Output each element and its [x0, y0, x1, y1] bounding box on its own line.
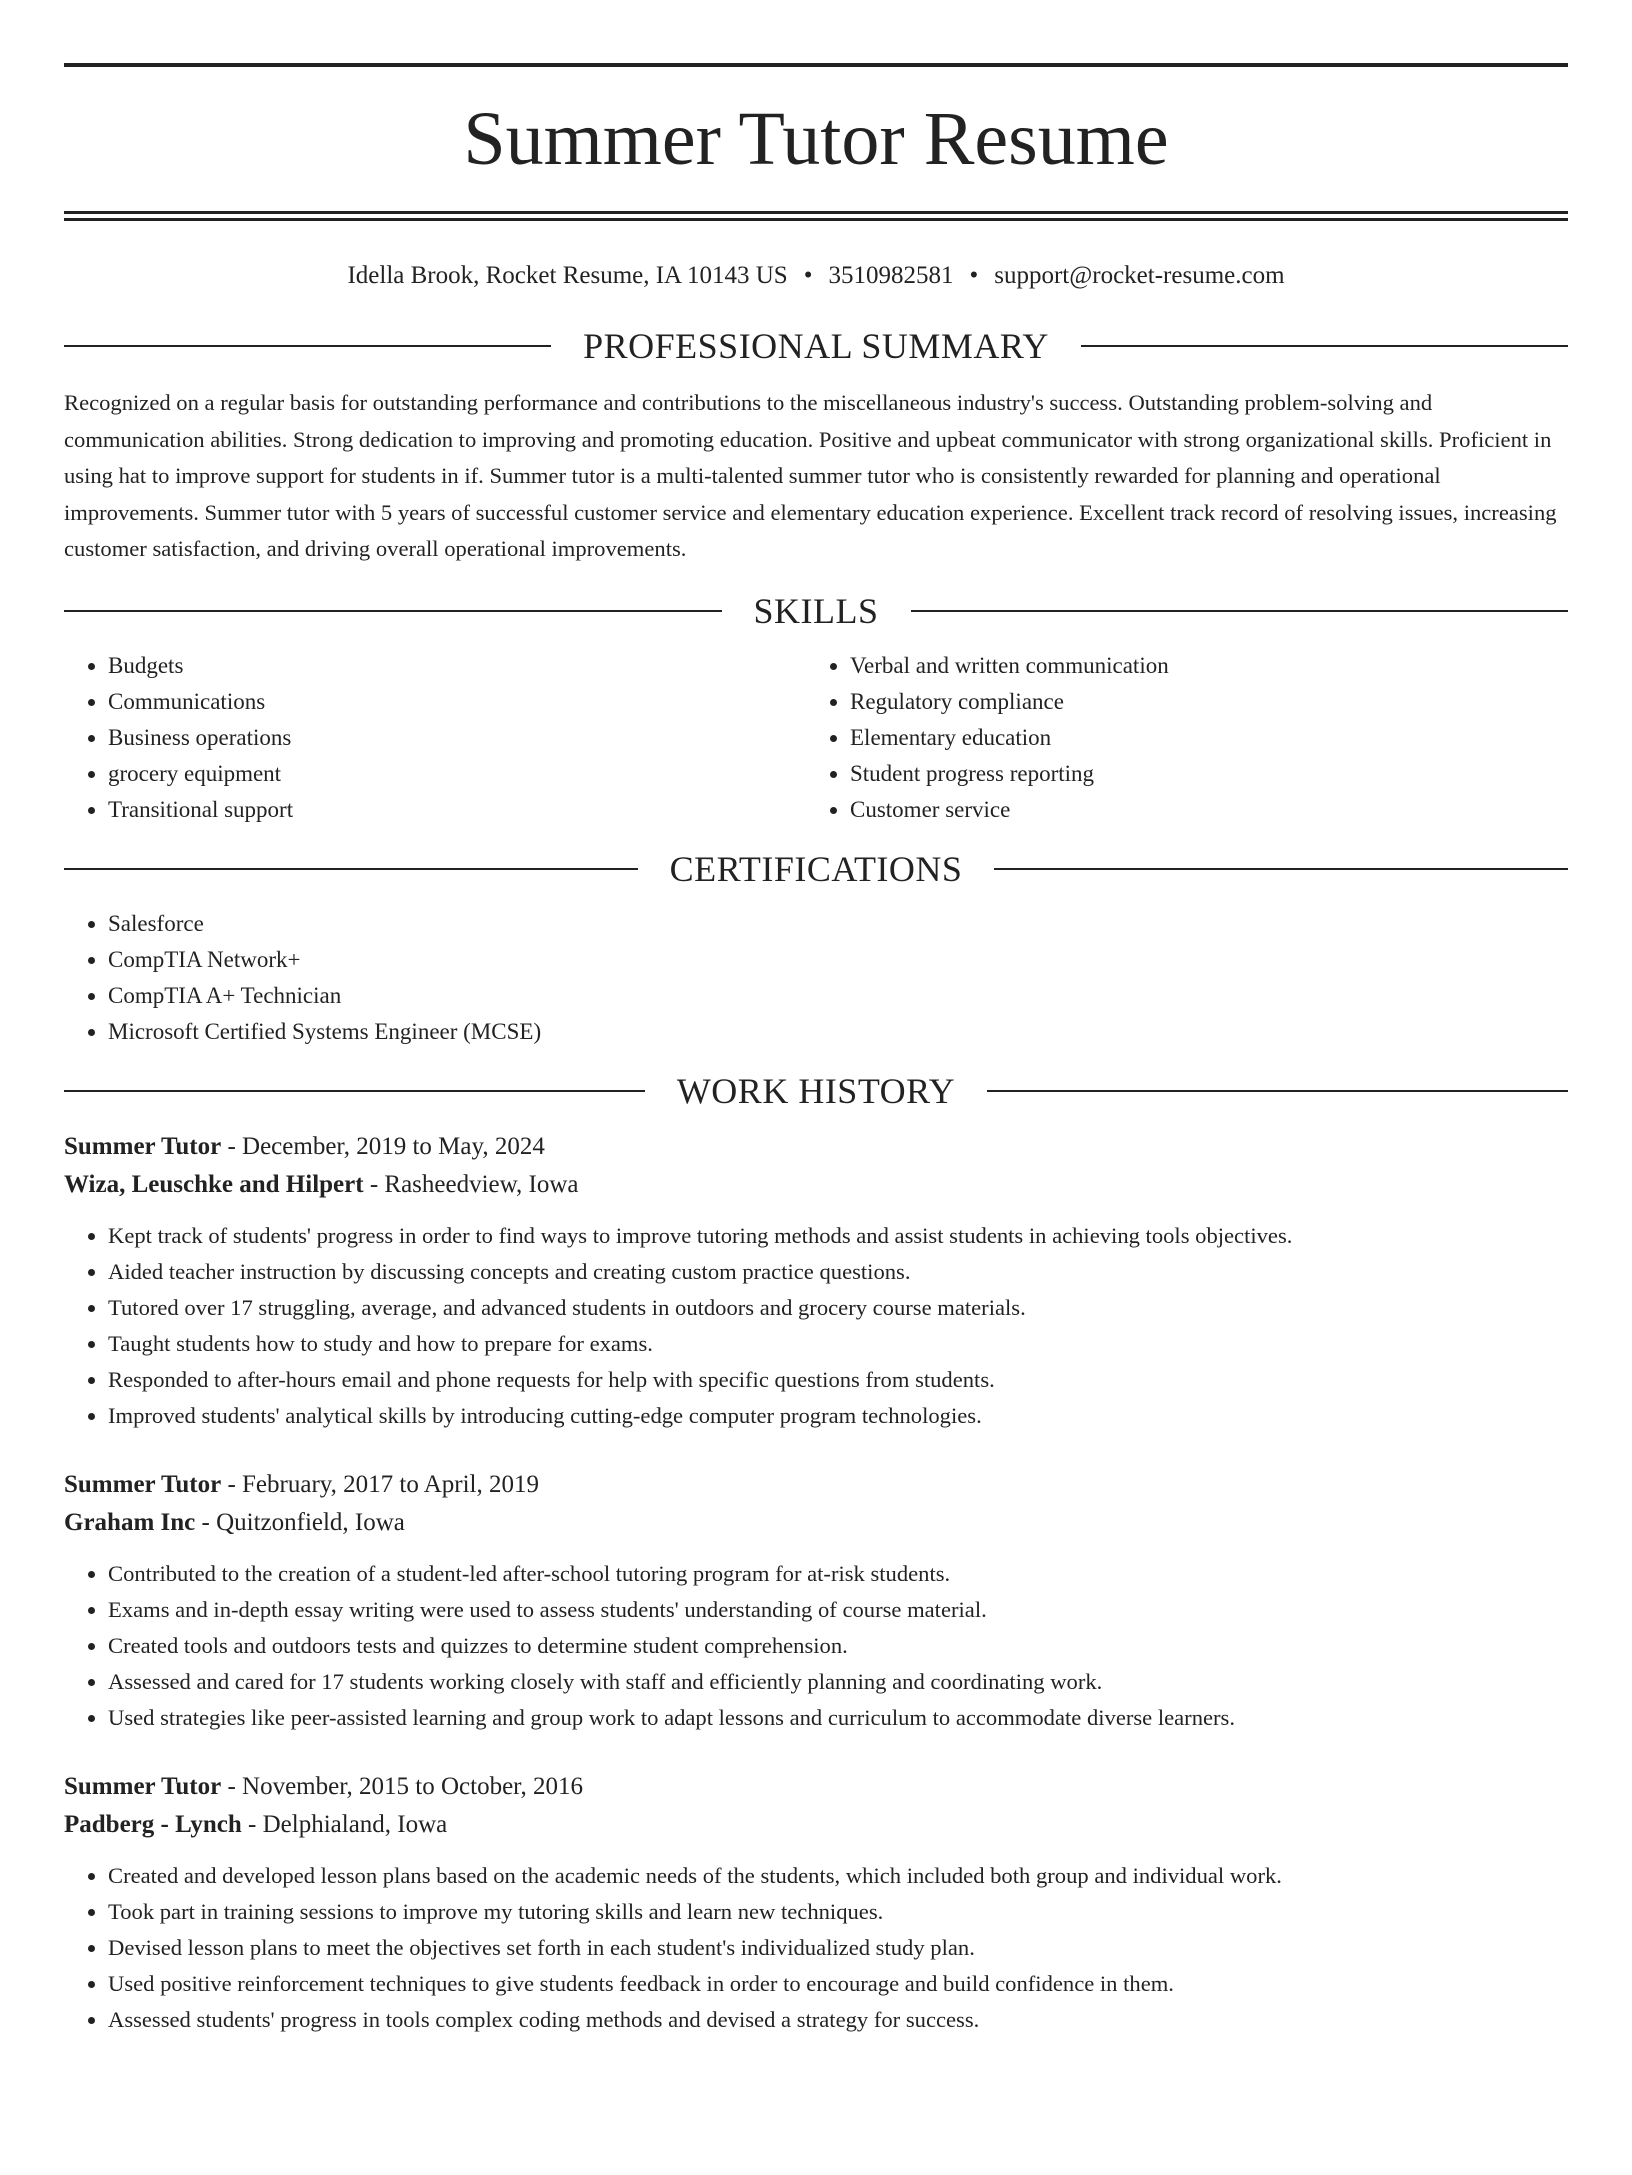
certification-item: • Salesforce: [108, 906, 1568, 942]
contact-email: support@rocket-resume.com: [994, 262, 1285, 289]
job-role: Summer Tutor: [64, 1470, 222, 1498]
job-dates: - December, 2019 to May, 2024: [221, 1132, 545, 1160]
job-bullet: • Devised lesson plans to meet the objectives set forth in each student's individualized study plan.: [108, 1930, 1568, 1966]
job-bullets: [64, 1858, 1568, 2038]
heading-rule-right: [1081, 345, 1568, 347]
skill-item: • Business operations: [108, 720, 806, 756]
job-bullet: • Responded to after-hours email and phone requests for help with specific questions from students.: [108, 1362, 1568, 1398]
job-bullet: • Tutored over 17 struggling, average, and advanced students in outdoors and grocery course materials.: [108, 1290, 1568, 1326]
section-heading-certifications: [64, 848, 1568, 890]
job-bullet: • Took part in training sessions to improve my tutoring skills and learn new techniques.: [108, 1894, 1568, 1930]
job-bullet: • Created tools and outdoors tests and quizzes to determine student comprehension.: [108, 1628, 1568, 1664]
heading-rule-right: [911, 610, 1569, 612]
job-dates: - February, 2017 to April, 2019: [221, 1470, 539, 1498]
heading-rule-left: [64, 610, 722, 612]
section-title-summary: PROFESSIONAL SUMMARY: [583, 326, 1049, 366]
title-double-rule: [64, 211, 1568, 221]
job-bullet: • Used strategies like peer-assisted learning and group work to adapt lessons and curriculum to accommodate diverse learners.: [108, 1700, 1568, 1736]
contact-phone: 3510982581: [828, 262, 954, 289]
certification-item: • CompTIA Network+: [108, 942, 1568, 978]
job-bullets: [64, 1218, 1568, 1434]
section-title-work-history: WORK HISTORY: [676, 1070, 956, 1111]
job-company-line: [64, 1504, 1568, 1542]
resume-page: [0, 63, 1632, 2175]
job-role: Summer Tutor: [64, 1132, 222, 1160]
contact-address: Idella Brook, Rocket Resume, IA 10143 US: [347, 262, 788, 289]
job-bullet: • Exams and in-depth essay writing were used to assess students' understanding of course material.: [108, 1592, 1568, 1628]
job-location: - Quitzonfield, Iowa: [195, 1508, 405, 1536]
contact-separator: •: [969, 262, 979, 289]
job-bullets: [64, 1556, 1568, 1736]
job-company-line: [64, 1166, 1568, 1204]
certification-item: • CompTIA A+ Technician: [108, 978, 1568, 1014]
job-company: Padberg - Lynch: [64, 1810, 242, 1838]
job-company-line: [64, 1806, 1568, 1844]
job-title-line: [64, 1466, 1568, 1504]
section-heading-summary: [64, 325, 1568, 367]
job-role: Summer Tutor: [64, 1772, 222, 1800]
certification-item: • Microsoft Certified Systems Engineer (MCSE): [108, 1014, 1568, 1050]
job-bullet: • Taught students how to study and how to prepare for exams.: [108, 1326, 1568, 1362]
job-bullet: • Aided teacher instruction by discussing concepts and creating custom practice questions.: [108, 1254, 1568, 1290]
certifications-list: [64, 906, 1568, 1050]
section-heading-work-history: [64, 1070, 1568, 1112]
heading-rule-right: [994, 868, 1568, 870]
job-bullet: • Created and developed lesson plans based on the academic needs of the students, which included both group and individual work.: [108, 1858, 1568, 1894]
skill-item: • Transitional support: [108, 792, 806, 828]
job-location: - Rasheedview, Iowa: [363, 1170, 579, 1198]
skill-item: • Communications: [108, 684, 806, 720]
job-bullet: • Kept track of students' progress in order to find ways to improve tutoring methods and assist students in achieving tools objectives.: [108, 1218, 1568, 1254]
job-bullet: • Improved students' analytical skills by introducing cutting-edge computer program technologies.: [108, 1398, 1568, 1434]
skills-columns: [64, 648, 1568, 828]
skill-item: • Regulatory compliance: [850, 684, 1548, 720]
job-company: Graham Inc: [64, 1508, 196, 1536]
job-title-line: [64, 1768, 1568, 1806]
section-title-certifications: CERTIFICATIONS: [669, 848, 963, 889]
job-bullet: • Used positive reinforcement techniques to give students feedback in order to encourage and build confidence in them.: [108, 1966, 1568, 2002]
skill-item: • Verbal and written communication: [850, 648, 1548, 684]
job-bullet: • Assessed and cared for 17 students working closely with staff and efficiently planning and coordinating work.: [108, 1664, 1568, 1700]
job-entry: [64, 1768, 1568, 2038]
heading-rule-left: [64, 345, 551, 347]
job-dates: - November, 2015 to October, 2016: [221, 1772, 584, 1800]
skill-item: • Elementary education: [850, 720, 1548, 756]
job-entry: [64, 1128, 1568, 1434]
heading-rule-right: [987, 1090, 1568, 1092]
job-entry: [64, 1466, 1568, 1736]
heading-rule-left: [64, 1090, 645, 1092]
summary-text: Recognized on a regular basis for outstanding performance and contributions to the miscellaneous industry's success. Outstanding problem-solving and communication abilities. Strong dedication to improving and promoting education. Positive and upbeat communicator with strong organizational skills. Proficient in using hat to improve support for students in if. Summer tutor is a multi-talented summer tutor who is consistently rewarded for planning and operational improvements. Summer tutor with 5 years of successful customer service and elementary education experience. Excellent track record of resolving issues, increasing customer satisfaction, and driving overall operational improvements.: [64, 390, 1557, 561]
section-title-skills: SKILLS: [753, 590, 879, 631]
resume-title: Summer Tutor Resume: [463, 97, 1169, 181]
job-location: - Delphialand, Iowa: [241, 1810, 448, 1838]
skills-list-left: [64, 648, 806, 828]
skill-item: • grocery equipment: [108, 756, 806, 792]
section-heading-skills: [64, 590, 1568, 632]
heading-rule-left: [64, 868, 638, 870]
skill-item: • Budgets: [108, 648, 806, 684]
job-bullet: • Assessed students' progress in tools complex coding methods and devised a strategy for success.: [108, 2002, 1568, 2038]
job-bullet: • Contributed to the creation of a student-led after-school tutoring program for at-risk students.: [108, 1556, 1568, 1592]
contact-separator: •: [803, 262, 813, 289]
skills-list-right: [806, 648, 1548, 828]
skill-item: • Customer service: [850, 792, 1548, 828]
contact-line: [64, 261, 1568, 291]
job-company: Wiza, Leuschke and Hilpert: [64, 1170, 364, 1198]
job-title-line: [64, 1128, 1568, 1166]
skill-item: • Student progress reporting: [850, 756, 1548, 792]
